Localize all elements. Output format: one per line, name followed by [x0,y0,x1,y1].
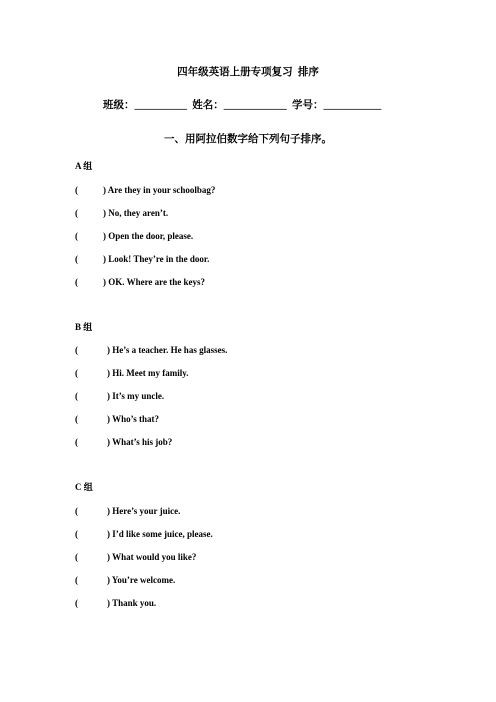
group-b-item-4: ) Who’s that? [107,414,160,424]
group-c-item-1: ) Here’s your juice. [107,506,181,516]
page-title: 四年级英语上册专项复习 排序 [177,67,319,78]
group-a-item-5: ) OK. Where are the keys? [103,277,205,287]
group-b-item-5: ) What’s his job? [107,437,173,447]
group-c-item-4: ) You’re welcome. [107,575,176,585]
group-a-item-4: ) Look! They’re in the door. [103,254,210,264]
group-b-item-3: ) It’s my uncle. [107,391,165,401]
blank-open-paren: ( [75,575,78,585]
blank-open-paren: ( [75,414,78,424]
blank-open-paren: ( [75,391,78,401]
group-a-item-2: ) No, they aren’t. [103,208,169,218]
group-b-item-1: ) He’s a teacher. He has glasses. [107,345,228,355]
group-c-label: C 组 [75,482,93,492]
blank-open-paren: ( [75,598,78,608]
blank-open-paren: ( [75,345,78,355]
group-c-item-3: ) What would you like? [107,552,197,562]
section-heading: 一、用阿拉伯数字给下列句子排序。 [164,134,332,145]
blank-open-paren: ( [75,437,78,447]
blank-open-paren: ( [75,506,78,516]
blank-open-paren: ( [75,185,78,195]
group-c-item-5: ) Thank you. [107,598,157,608]
group-a-item-1: ) Are they in your schoolbag? [103,185,216,195]
student-info-line: 班级：__________ 姓名：____________ 学号：___________ [103,100,382,111]
blank-open-paren: ( [75,529,78,539]
blank-open-paren: ( [75,208,78,218]
blank-open-paren: ( [75,552,78,562]
blank-open-paren: ( [75,231,78,241]
group-b-item-2: ) Hi. Meet my family. [107,368,189,378]
blank-open-paren: ( [75,368,78,378]
group-c-item-2: ) I’d like some juice, please. [107,529,213,539]
group-a-item-3: ) Open the door, please. [103,231,194,241]
blank-open-paren: ( [75,277,78,287]
blank-open-paren: ( [75,254,78,264]
group-b-label: B 组 [75,322,93,332]
group-a-label: A 组 [75,161,93,171]
